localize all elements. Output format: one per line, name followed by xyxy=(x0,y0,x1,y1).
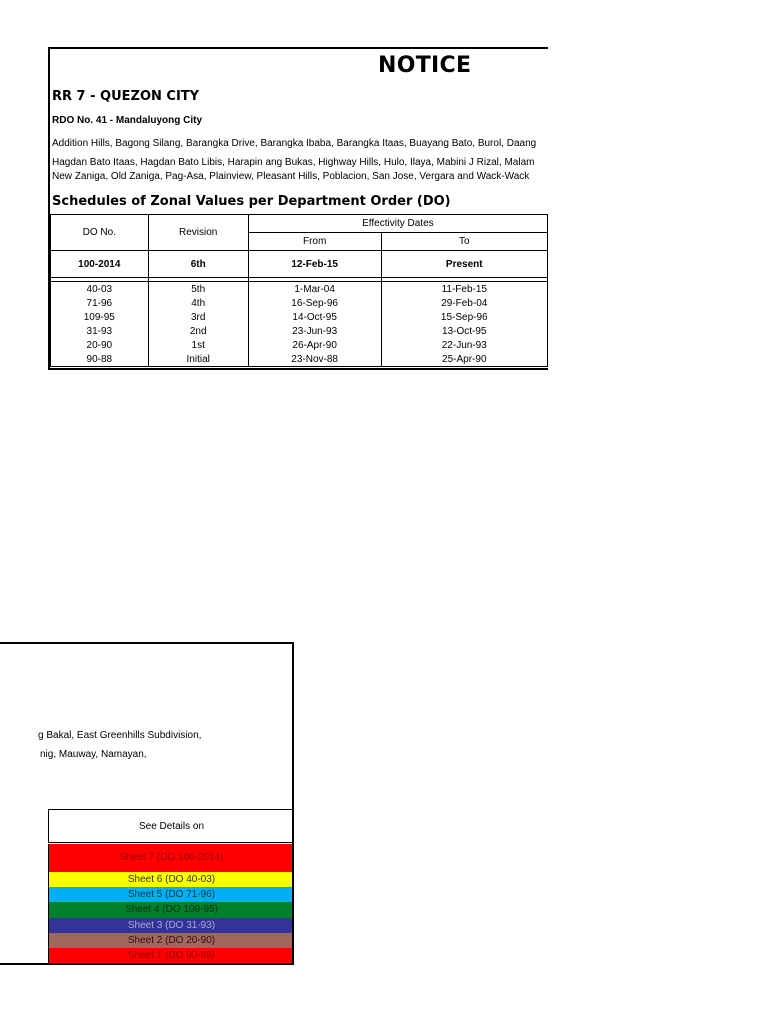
details-frame xyxy=(0,642,294,965)
table-header-row xyxy=(51,215,548,233)
cell-do: 100-2014 xyxy=(51,251,149,278)
sheet-link-7[interactable]: Sheet 7 (DO 100-2014) xyxy=(48,844,294,872)
sheet-link-2[interactable]: Sheet 2 (DO 20-90) xyxy=(48,933,294,948)
table-row xyxy=(51,310,548,324)
cell-from: 23-Nov-88 xyxy=(248,352,381,367)
cell-to: 13-Oct-95 xyxy=(381,324,547,338)
sheet-link-6[interactable]: Sheet 6 (DO 40-03) xyxy=(48,872,294,887)
barangay-line-3: New Zaniga, Old Zaniga, Pag-Asa, Plainview, Pleasant Hills, Poblacion, San Jose, Vergara and Wack-Wack xyxy=(52,171,530,182)
table-row xyxy=(51,324,548,338)
cell-do: 31-93 xyxy=(51,324,149,338)
cell-from: 14-Oct-95 xyxy=(248,310,381,324)
cell-from: 23-Jun-93 xyxy=(248,324,381,338)
barangay-line-1: Addition Hills, Bagong Silang, Barangka Drive, Barangka Ibaba, Barangka Itaas, Buayang Bato, Burol, Daang xyxy=(52,138,537,149)
cell-do: 40-03 xyxy=(51,282,149,297)
cell-from: 16-Sep-96 xyxy=(248,296,381,310)
barangay-continuation-2: nig, Mauway, Namayan, xyxy=(40,749,147,760)
cell-revision: 6th xyxy=(148,251,248,278)
cell-revision: 1st xyxy=(148,338,248,352)
table-row-current xyxy=(51,251,548,278)
cell-do: 90-88 xyxy=(51,352,149,367)
header-effectivity-dates: Effectivity Dates xyxy=(248,215,547,233)
cell-to: 25-Apr-90 xyxy=(381,352,547,367)
cell-revision: 4th xyxy=(148,296,248,310)
cell-do: 71-96 xyxy=(51,296,149,310)
cell-to: Present xyxy=(381,251,547,278)
rdo-title: RDO No. 41 - Mandaluyong City xyxy=(52,115,203,126)
cell-from: 12-Feb-15 xyxy=(248,251,381,278)
cell-to: 15-Sep-96 xyxy=(381,310,547,324)
cell-to: 11-Feb-15 xyxy=(381,282,547,297)
table-row xyxy=(51,296,548,310)
barangay-line-2: Hagdan Bato Itaas, Hagdan Bato Libis, Harapin ang Bukas, Highway Hills, Hulo, Ilaya, Mabini J Rizal, Malam xyxy=(52,157,535,168)
table-row xyxy=(51,282,548,297)
cell-revision: 5th xyxy=(148,282,248,297)
schedule-title: Schedules of Zonal Values per Department Order (DO) xyxy=(52,194,451,209)
schedule-table xyxy=(50,214,548,367)
see-details-label: See Details on xyxy=(48,809,294,843)
table-row xyxy=(51,352,548,367)
cell-revision: 3rd xyxy=(148,310,248,324)
sheet-link-1[interactable]: Sheet 1 (DO 90-88) xyxy=(48,948,294,963)
cell-from: 26-Apr-90 xyxy=(248,338,381,352)
cell-do: 109-95 xyxy=(51,310,149,324)
sheet-link-3[interactable]: Sheet 3 (DO 31-93) xyxy=(48,918,294,933)
cell-to: 29-Feb-04 xyxy=(381,296,547,310)
cell-to: 22-Jun-93 xyxy=(381,338,547,352)
notice-frame xyxy=(48,47,548,370)
cell-revision: Initial xyxy=(148,352,248,367)
header-to: To xyxy=(381,233,547,251)
sheet-link-4[interactable]: Sheet 4 (DO 109-95) xyxy=(48,902,294,918)
header-do-no: DO No. xyxy=(51,215,149,251)
sheet-link-5[interactable]: Sheet 5 (DO 71-96) xyxy=(48,887,294,902)
barangay-continuation-1: g Bakal, East Greenhills Subdivision, xyxy=(38,730,202,741)
header-revision: Revision xyxy=(148,215,248,251)
revenue-region-title: RR 7 - QUEZON CITY xyxy=(52,89,200,104)
notice-title: NOTICE xyxy=(378,53,472,78)
cell-do: 20-90 xyxy=(51,338,149,352)
cell-from: 1-Mar-04 xyxy=(248,282,381,297)
header-from: From xyxy=(248,233,381,251)
table-row xyxy=(51,338,548,352)
cell-revision: 2nd xyxy=(148,324,248,338)
